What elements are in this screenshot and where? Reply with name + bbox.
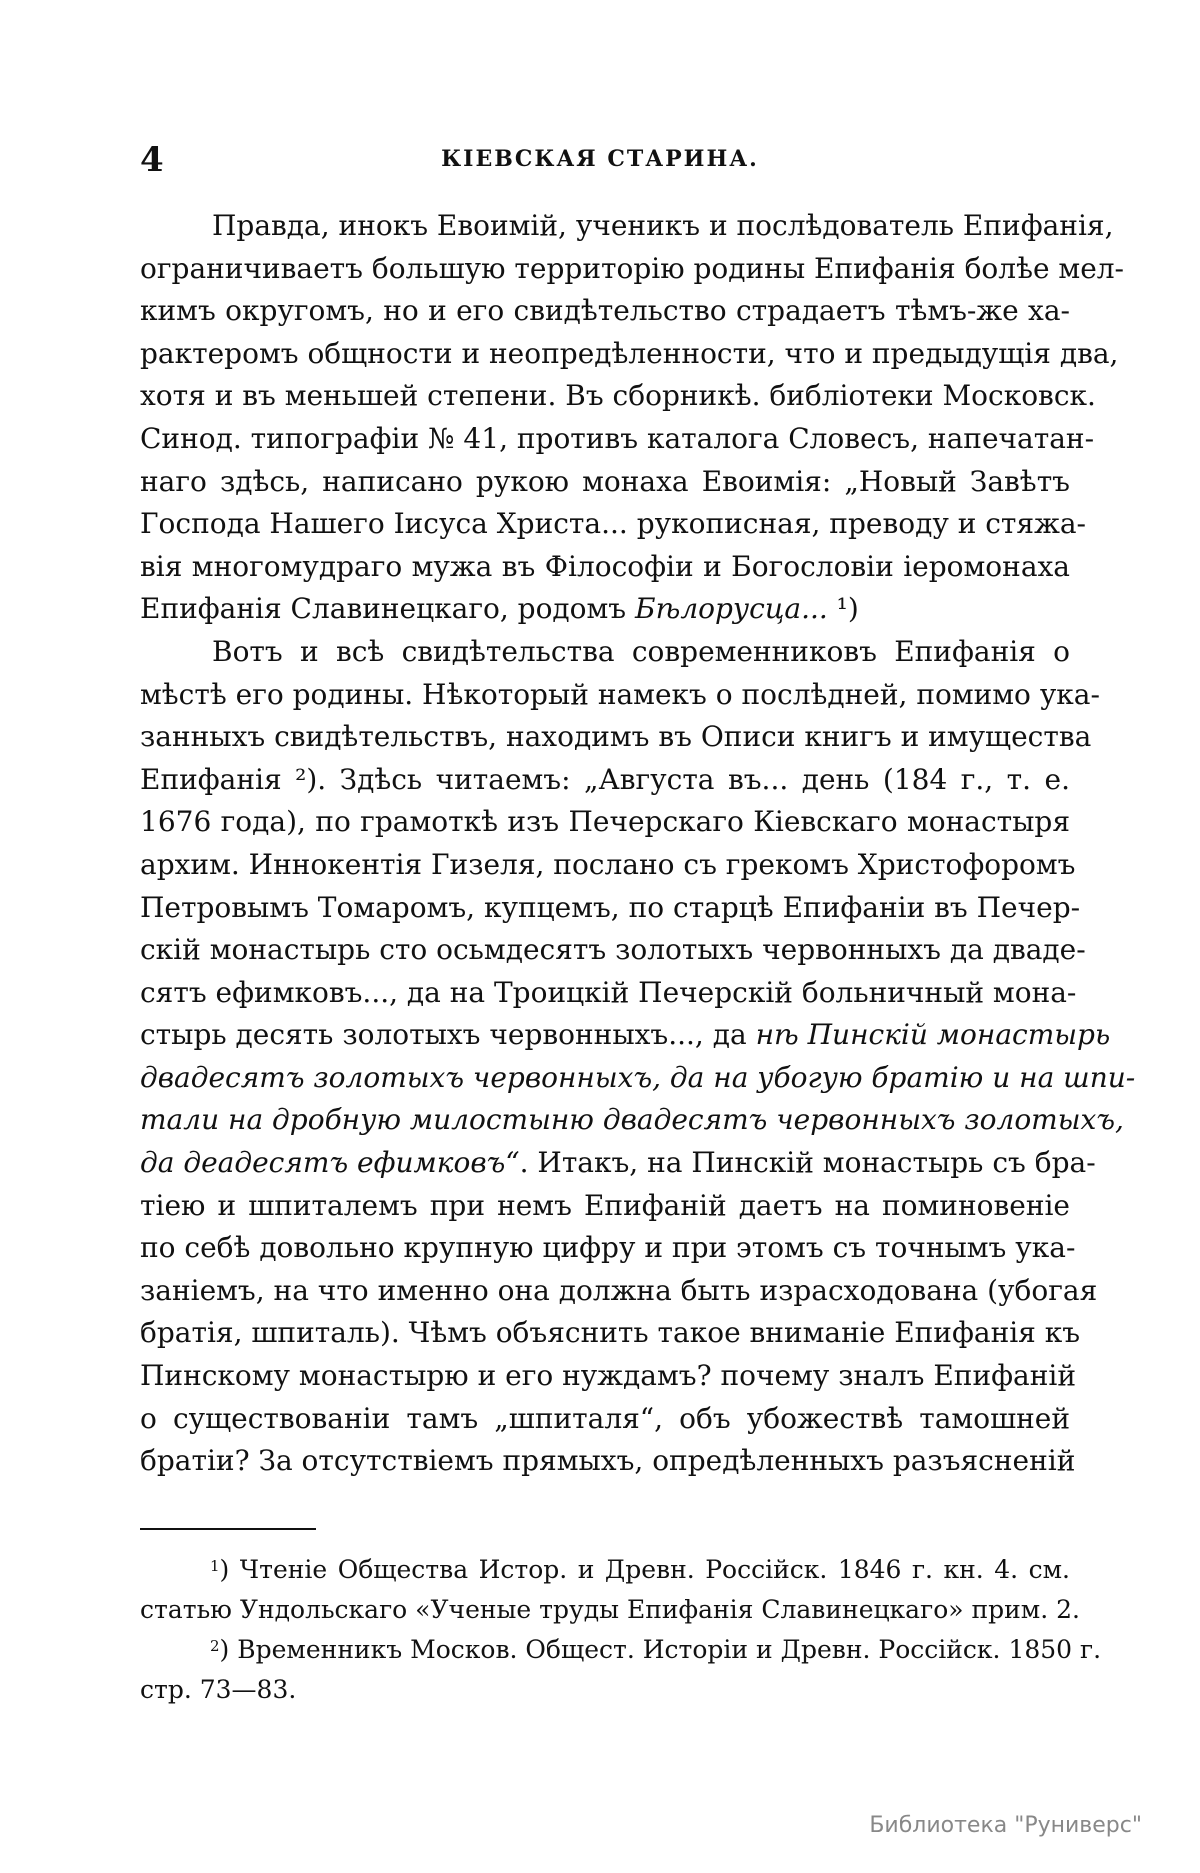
text-line: занныхъ свидѣтельствъ, находимъ въ Описи книгъ и имущества	[140, 720, 1092, 754]
text-line: по себѣ довольно крупную цифру и при этомъ съ точнымъ ука-	[140, 1231, 1076, 1265]
footnotes	[140, 1550, 1102, 1710]
text-line	[140, 1142, 1096, 1185]
text-segment: . Итакъ, на Пинскій монастырь съ бра-	[519, 1146, 1096, 1180]
text-line: тіею и шпиталемъ при немъ Епифаній даетъ на поминовеніе	[140, 1188, 1070, 1222]
text-line: братіи? За отсутствіемъ прямыхъ, опредѣленныхъ разъясненій	[140, 1444, 1076, 1478]
footnote-line	[140, 1550, 1070, 1590]
footnote-text: ) Временникъ Москов. Общест. Исторіи и Древн. Россійск. 1850 г.	[219, 1635, 1102, 1664]
text-line: ограничиваетъ большую территорію родины Епифанія болѣе мел-	[140, 251, 1125, 285]
text-line: Синод. типографіи № 41, противъ каталога Словесъ, напечатан-	[140, 421, 1095, 455]
text-line: 1676 года), по грамоткѣ изъ Печерскаго Кіевскаго монастыря	[140, 805, 1070, 839]
footnote-line: статью Ундольскаго «Ученые труды Епифанія Славинецкаго» прим. 2.	[140, 1595, 1081, 1624]
text-line: архим. Иннокентія Гизеля, послано съ грекомъ Христофоромъ	[140, 847, 1076, 881]
body-text	[140, 205, 1136, 1483]
text-line: Епифанія ²). Здѣсь читаемъ: „Августа въ... день (184 г., т. е.	[140, 762, 1070, 796]
text-line: вія многомудраго мужа въ Філософіи и Богословіи іеромонаха	[140, 549, 1070, 583]
text-line	[140, 1014, 1111, 1057]
footnote-marker: 2	[210, 1637, 220, 1655]
text-line: мѣстѣ его родины. Нѣкоторый намекъ о послѣдней, помимо ука-	[140, 677, 1100, 711]
running-title: КІЕВСКАЯ СТАРИНА.	[441, 146, 759, 172]
text-line: Правда, инокъ Евоимій, ученикъ и послѣдователь Епифанія,	[212, 209, 1114, 242]
text-line: заніемъ, на что именно она должна быть израсходована (убогая	[140, 1273, 1098, 1307]
library-watermark: Библиотека "Руниверс"	[869, 1813, 1142, 1838]
text-line: кимъ округомъ, но и его свидѣтельство страдаетъ тѣмъ-же ха-	[140, 294, 1070, 328]
footnote-text: ) Чтеніе Общества Истор. и Древн. Россійск. 1846 г. кн. 4. см.	[219, 1555, 1070, 1584]
text-segment: Епифанія Славинецкаго, родомъ	[140, 592, 636, 626]
footnote-line	[140, 1630, 1102, 1670]
text-segment: стырь десять золотыхъ червонныхъ..., да	[140, 1018, 756, 1052]
text-line: скій монастырь сто осьмдесятъ золотыхъ червонныхъ да двадe-	[140, 933, 1086, 967]
footnote-ref: ¹)	[827, 592, 859, 626]
text-line: Вотъ и всѣ свидѣтельства современниковъ Епифанія о	[212, 634, 1070, 668]
text-line: Господа Нашего Іисуса Христа... рукописная, преводу и стяжа-	[140, 507, 1086, 541]
italic-segment: двадесятъ золотыхъ червонныхъ, да на убогую братію и на шпи-	[140, 1060, 1136, 1094]
italic-segment: тали на дробную милостыню двадесятъ червонныхъ золотыхъ,	[140, 1103, 1124, 1137]
italic-segment: да деадесятъ ефимковъ“	[140, 1146, 520, 1180]
footnote-line: стр. 73—83.	[140, 1675, 297, 1704]
text-line: Пинскому монастырю и его нуждамъ? почему зналъ Епифаній	[140, 1359, 1077, 1393]
text-line	[140, 588, 1070, 631]
text-line: рактеромъ общности и неопредѣленности, что и предыдущія два,	[140, 336, 1119, 370]
text-line: хотя и въ меньшей степени. Въ сборникѣ. библіотеки Московск.	[140, 379, 1096, 413]
text-line	[140, 1099, 1124, 1142]
italic-segment: Бѣлорусца...	[635, 592, 828, 626]
footnote-marker: 1	[210, 1557, 220, 1575]
italic-segment: нѣ Пинскій монастырь	[755, 1018, 1111, 1052]
text-line: сятъ ефимковъ..., да на Троицкій Печерскій больничный мона-	[140, 975, 1077, 1009]
text-line: наго здѣсь, написано рукою монаха Евоимія: „Новый Завѣтъ	[140, 464, 1070, 498]
footnote-divider	[140, 1528, 316, 1530]
text-line	[140, 1057, 1136, 1100]
text-line: Петровымъ Томаромъ, купцемъ, по старцѣ Епифаніи въ Печер-	[140, 890, 1081, 924]
page-number: 4	[140, 140, 164, 180]
text-line: братія, шпиталь). Чѣмъ объяснить такое вниманіе Епифанія къ	[140, 1316, 1081, 1350]
text-line: о существованіи тамъ „шпиталя“, объ убожествѣ тамошней	[140, 1401, 1070, 1435]
